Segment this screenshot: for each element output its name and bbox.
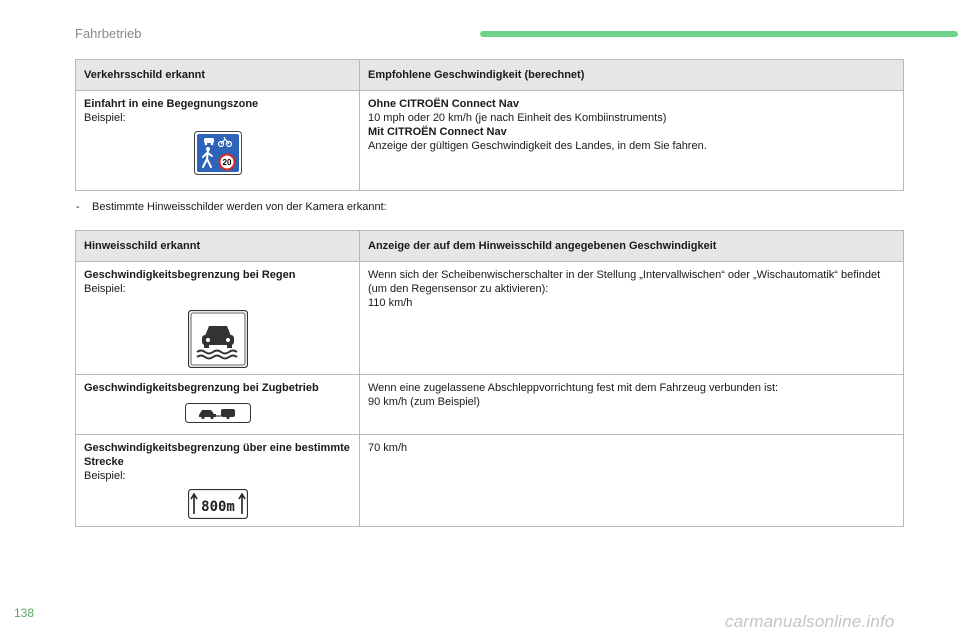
speed-cell [360,91,904,191]
meeting-zone-sign-icon [194,131,242,175]
sign-cell [76,435,360,527]
condition-text: Wenn sich der Scheibenwischerschalter in der Stellung „Intervallwischen“ oder „Wischautomatik“ befindet (um den Regensensor zu aktivieren): [368,269,881,295]
sign-cell [76,91,360,191]
with-nav-text: Anzeige der gültigen Geschwindigkeit des Landes, in dem Sie fahren. [368,140,707,152]
bullet-dash: - [76,201,80,213]
table-row [76,262,904,375]
speed-value: 110 km/h [368,297,413,309]
sign-title: Einfahrt in eine Begegnungszone [84,98,259,110]
section-title: Fahrbetrieb [75,26,142,41]
speed-cell [360,375,904,435]
bullet-item [76,201,387,213]
condition-text: Wenn eine zugelassene Abschleppvorrichtung fest mit dem Fahrzeug verbunden ist: [368,382,779,394]
sign-cell [76,375,360,435]
sign-cell [76,262,360,375]
column-header-speed: Anzeige der auf dem Hinweisschild angegebenen Geschwindigkeit [360,231,904,262]
no-nav-label: Ohne CITROËN Connect Nav [368,98,519,110]
speed-cell [360,435,904,527]
car-rain-sign-icon [188,310,248,368]
example-label: Beispiel: [84,112,126,124]
no-nav-text: 10 mph oder 20 km/h (je nach Einheit des Kombiinstruments) [368,112,667,124]
accent-bar [480,31,958,37]
speed-value: 70 km/h [368,442,408,454]
bullet-text: Bestimmte Hinweisschilder werden von der Kamera erkannt: [92,201,387,213]
info-signs-table [75,230,904,527]
column-header-speed: Empfohlene Geschwindigkeit (berechnet) [360,60,904,91]
example-label: Beispiel: [84,470,126,482]
car-trailer-sign-icon [185,403,251,423]
distance-sign-icon [188,489,248,519]
distance-label: 800m [200,499,235,515]
watermark: carmanualsonline.info [725,612,895,631]
with-nav-label: Mit CITROËN Connect Nav [368,126,507,138]
speed-cell [360,262,904,375]
page-number: 138 [14,606,35,620]
table-row [76,435,904,527]
sign-title: Geschwindigkeitsbegrenzung bei Zugbetrieb [84,382,319,394]
sign-title: Geschwindigkeitsbegrenzung bei Regen [84,269,296,281]
table-header-row [76,231,904,262]
table-row [76,91,904,191]
speed-value: 90 km/h (zum Beispiel) [368,396,480,408]
table-row [76,375,904,435]
recognized-signs-table [75,59,904,191]
sign-title: Geschwindigkeitsbegrenzung über eine bestimmte Strecke [84,442,350,468]
example-label: Beispiel: [84,283,126,295]
column-header-sign: Verkehrsschild erkannt [76,60,360,91]
column-header-sign: Hinweisschild erkannt [76,231,360,262]
table-header-row [76,60,904,91]
sign-speed-label: 20 [222,158,231,167]
